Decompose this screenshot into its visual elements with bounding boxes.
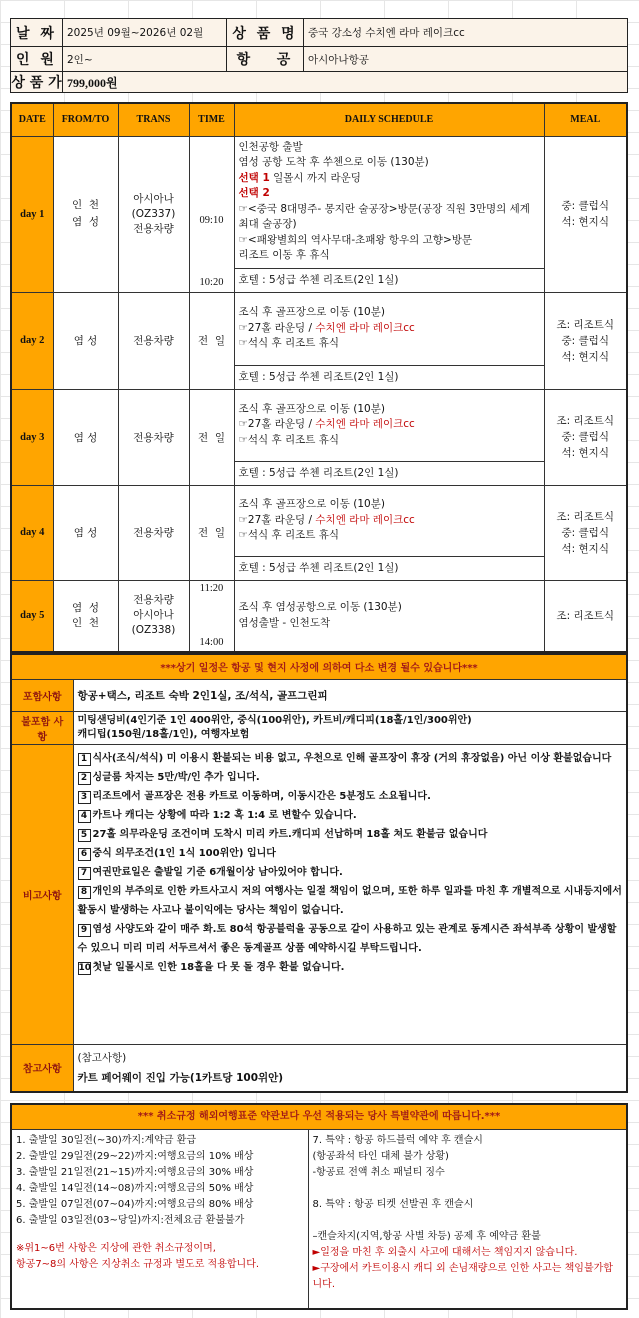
schedule-line: 조식 후 골프장으로 이동 (10분) <box>238 498 385 511</box>
trans: 전용차량 <box>118 292 189 389</box>
time: 전 일 <box>189 485 234 580</box>
cancel-rule: 4. 출발일 14일전(14~08)까지:여행요금의 50% 배상 <box>16 1182 254 1194</box>
header-meal: MEAL <box>544 103 627 136</box>
meal-line: 중: 클럽식 <box>561 334 609 347</box>
time-end: 14:00 <box>199 636 224 648</box>
trans: 전용차량 <box>118 485 189 580</box>
special-note: ►일정을 마친 후 외출시 사고에 대해서는 책임지지 않습니다. <box>312 1246 578 1258</box>
day-label: day 5 <box>11 580 53 652</box>
cancel-rule: 5. 출발일 07일전(07~04)까지:여행요금의 80% 배상 <box>16 1198 254 1210</box>
schedule-line: 염성출발 - 인천도착 <box>238 616 331 629</box>
number-box-icon: 9 <box>78 924 91 937</box>
hotel: 호텔 : 5성급 쑤첸 리조트(2인 1실) <box>234 365 544 389</box>
schedule-line: ☞<패왕별희의 역사무대-초패왕 항우의 고향>방문 <box>238 233 473 246</box>
golf-course-name: 수치엔 라마 레이크cc <box>315 321 415 334</box>
meal <box>544 136 627 292</box>
price-value: 799,000원 <box>63 72 628 93</box>
header-from-to: FROM/TO <box>53 103 118 136</box>
special-rule <box>313 1213 623 1229</box>
meal <box>544 485 627 580</box>
remark-text: 식사(조식/석식) 미 이용시 환불되는 비용 없고, 우천으로 인해 골프장이 휴장 (거의 휴장없음) 아닌 이상 환불없습니다 <box>92 752 612 764</box>
excluded-line: 캐디팁(150원/18홀/1인), 여행자보험 <box>77 728 250 740</box>
cancellation-table <box>10 1103 628 1310</box>
schedule-line: 조식 후 골프장으로 이동 (10분) <box>238 402 385 415</box>
remark-text: 중식 의무조건(1인 1식 100위안) 입니다 <box>92 847 276 859</box>
remark-item <box>78 768 623 787</box>
meal-line: 석: 현지식 <box>561 350 609 363</box>
cancellation-title: *** 취소규정 해외여행표준 약관보다 우선 적용되는 당사 특별약관에 따릅니다.*** <box>11 1104 627 1129</box>
remark-text: 여권만료일은 출발일 기준 6개월이상 남아있어야 합니다. <box>92 866 343 878</box>
date-label: 날 짜 <box>11 19 63 47</box>
remark-text: 첫날 일몰시로 인한 18홀을 다 못 돌 경우 환불 없습니다. <box>92 961 345 973</box>
schedule-line: ☞27홀 라운딩 / <box>238 321 316 334</box>
schedule-line: ☞27홀 라운딩 / <box>238 513 316 526</box>
header-daily-schedule: DAILY SCHEDULE <box>234 103 544 136</box>
remark-item <box>78 920 623 958</box>
golf-course-name: 수치엔 라마 레이크cc <box>315 513 415 526</box>
meal-line: 조: 리조트식 <box>556 318 615 331</box>
hotel: 호텔 : 5성급 쑤첸 리조트(2인 1실) <box>234 556 544 580</box>
trans-line: 아시아나 <box>133 192 174 205</box>
schedule-notice: ***상기 일정은 항공 및 현지 사정에 의하여 다소 변경 될수 있습니다*** <box>11 654 627 679</box>
excluded-text <box>73 711 627 744</box>
remark-item <box>78 844 623 863</box>
airline-value: 아시아나항공 <box>304 47 628 72</box>
hotel: 호텔 : 5성급 쑤첸 리조트(2인 1실) <box>234 268 544 292</box>
trans-line: 전용차량 <box>133 594 174 607</box>
people-label: 인 원 <box>11 47 63 72</box>
to: 인 천 <box>72 616 99 629</box>
from-to: 염 성 <box>53 389 118 485</box>
number-box-icon: 7 <box>78 867 91 880</box>
trans-line: (OZ338) <box>131 624 176 637</box>
reference-line: (참고사항) <box>77 1051 127 1064</box>
remarks-label: 비고사항 <box>11 744 73 1044</box>
schedule-detail <box>234 580 544 652</box>
meal: 조: 리조트식 <box>544 580 627 652</box>
product-info-table <box>10 18 628 93</box>
cancel-note: 항공7~8의 사항은 지상취소 규정과 별도로 적용합니다. <box>16 1258 260 1270</box>
special-rule: –캔슬차지(지역,항공 사별 차등) 공제 후 예약금 환불 <box>312 1230 541 1242</box>
meal <box>544 389 627 485</box>
from: 염 성 <box>72 601 99 614</box>
remark-item <box>78 749 623 768</box>
meal <box>544 292 627 389</box>
schedule-line: 리조트 이동 후 휴식 <box>238 249 330 261</box>
header-trans: TRANS <box>118 103 189 136</box>
time-start: 11:20 <box>199 582 224 594</box>
from-to: 염 성 <box>53 292 118 389</box>
time: 전 일 <box>189 389 234 485</box>
golf-course-name: 수치엔 라마 레이크cc <box>315 418 415 431</box>
remark-text: 염성 사양도와 같이 매주 화.토 80석 항공블럭을 공동으로 같이 사용하고 있는 관계로 동계시즌 좌석부족 상황이 발생할 수 있으니 미리 미리 서두르셔서 좋은 동계골프 상품 예약하시길 부탁드립니다. <box>77 923 617 954</box>
meal-line: 조: 리조트식 <box>556 510 615 523</box>
number-box-icon: 8 <box>78 886 91 899</box>
trans-line: 아시아나 <box>133 609 174 622</box>
from: 인 천 <box>72 199 99 211</box>
number-box-icon: 6 <box>78 848 91 861</box>
price-label: 상 품 가 <box>11 72 63 93</box>
number-box-icon: 1 <box>78 753 91 766</box>
meal-line: 중: 클럽식 <box>561 200 609 212</box>
reference-line: 카트 페어웨이 진입 가능(1카트당 100위안) <box>77 1071 284 1084</box>
remark-item <box>78 825 623 844</box>
cancel-rule: 6. 출발일 03일전(03~당일)까지:전체요금 환불불가 <box>16 1214 245 1226</box>
trans-line: (OZ337) <box>131 207 176 220</box>
trans <box>118 580 189 652</box>
header-time: TIME <box>189 103 234 136</box>
number-box-icon: 3 <box>78 791 91 804</box>
schedule-line: 조식 후 염성공항으로 이동 (130분) <box>238 601 402 614</box>
meal-line: 석: 현지식 <box>561 542 609 555</box>
schedule-line: 조식 후 골프장으로 이동 (10분) <box>238 306 385 319</box>
schedule-line: ☞<중국 8대명주- 몽지란 술공장>방문(공장 직원 3만명의 세계 최대 술공장) <box>238 202 530 230</box>
meal-line: 조: 리조트식 <box>556 415 615 427</box>
trans <box>118 136 189 292</box>
remark-text: 개인의 부주의로 인한 카트사고시 저의 여행사는 일절 책임이 없으며, 또한 하루 일과를 마친 후 개별적으로 시내등지에서 활동시 발생하는 사고나 불이익에는 당사는 책임이 없습니다. <box>77 885 622 916</box>
schedule-detail <box>234 389 544 461</box>
from-to: 염 성 <box>53 485 118 580</box>
hotel: 호텔 : 5성급 쑤첸 리조트(2인 1실) <box>234 461 544 485</box>
time-start: 09:10 <box>199 214 224 226</box>
number-box-icon: 2 <box>78 772 91 785</box>
schedule-line: ☞석식 후 리조트 휴식 <box>238 529 340 542</box>
trans: 전용차량 <box>118 389 189 485</box>
special-rule <box>313 1181 623 1197</box>
header-date: DATE <box>11 103 53 136</box>
remarks-list <box>73 744 627 1044</box>
reference-label: 참고사항 <box>11 1044 73 1092</box>
number-box-icon: 4 <box>78 810 91 823</box>
remark-item <box>78 863 623 882</box>
special-rule: (항공좌석 타인 대체 불가 상황) <box>312 1150 449 1162</box>
included-text: 항공+택스, 리조트 숙박 2인1실, 조/석식, 골프그린피 <box>73 679 627 711</box>
product-value: 중국 강소성 수치엔 라마 레이크cc <box>304 19 628 47</box>
remark-text: 카트나 캐디는 상황에 따라 1:2 혹 1:4 로 변할수 있습니다. <box>92 809 357 821</box>
cancel-rule: 3. 출발일 21일전(21~15)까지:여행요금의 30% 배상 <box>16 1166 254 1178</box>
time <box>189 580 234 652</box>
excluded-line: 미팅샌딩비(4인기준 1인 400위안, 중식(100위안), 카트비/캐디피(18홀/1인/300위안) <box>77 714 472 726</box>
meal-line: 석: 현지식 <box>561 216 609 228</box>
remark-item <box>78 787 623 806</box>
cancel-rule: 1. 출발일 30일전(~30)까지:계약금 환급 <box>16 1134 196 1146</box>
schedule-line: 염성 공항 도착 후 쑤첸으로 이동 (130분) <box>238 156 429 168</box>
meal-line: 중: 클럽식 <box>561 431 609 443</box>
product-label: 상 품 명 <box>227 19 304 47</box>
schedule-line: ☞석식 후 리조트 휴식 <box>238 433 340 446</box>
from-to <box>53 136 118 292</box>
option-2: 선택 2 <box>238 187 270 199</box>
time <box>189 136 234 292</box>
remark-item <box>78 806 623 825</box>
special-note: ►구장에서 카트이용시 캐디 외 손님재량으로 인한 사고는 책임불가합니다. <box>312 1262 613 1290</box>
day-label: day 1 <box>11 136 53 292</box>
remark-item <box>78 958 623 977</box>
schedule-detail <box>234 292 544 365</box>
excluded-label: 불포함 사항 <box>11 711 73 744</box>
schedule-line: ☞석식 후 리조트 휴식 <box>238 337 340 350</box>
date-value: 2025년 09월~2026년 02월 <box>63 19 227 47</box>
special-rule: 8. 특약 : 항공 티켓 선발권 후 캔슬시 <box>312 1198 474 1210</box>
cancel-rule: 2. 출발일 29일전(29~22)까지:여행요금의 10% 배상 <box>16 1150 254 1162</box>
number-box-icon: 10 <box>78 962 92 973</box>
day-label: day 2 <box>11 292 53 389</box>
option-1-text: 일몰시 까지 라운딩 <box>269 171 361 184</box>
reference-text <box>73 1044 627 1092</box>
day-label: day 4 <box>11 485 53 580</box>
remark-text: 리조트에서 골프장은 전용 카트로 이동하며, 이동시간은 5분정도 소요됩니다. <box>92 790 431 802</box>
remark-item <box>78 882 623 920</box>
remark-text: 27홀 의무라운딩 조건이며 도착시 미리 카트.캐디피 선납하며 18홀 쳐도 환불금 없습니다 <box>92 828 488 840</box>
to: 염 성 <box>72 216 99 228</box>
schedule-detail <box>234 485 544 556</box>
option-1: 선택 1 <box>238 171 270 184</box>
cancellation-left <box>11 1129 308 1309</box>
time: 전 일 <box>189 292 234 389</box>
schedule-line: ☞27홀 라운딩 / <box>238 418 316 431</box>
schedule-detail <box>234 136 544 268</box>
included-label: 포함사항 <box>11 679 73 711</box>
number-box-icon: 5 <box>78 829 91 842</box>
time-end: 10:20 <box>199 276 224 288</box>
schedule-line: 인천공항 출발 <box>238 140 303 153</box>
from-to <box>53 580 118 652</box>
meal-line: 석: 현지식 <box>561 447 609 459</box>
notes-table <box>10 653 628 1093</box>
day-label: day 3 <box>11 389 53 485</box>
people-value: 2인~ <box>63 47 227 72</box>
cancel-note: ※위1~6번 사항은 지상에 관한 취소규정이며, <box>16 1242 216 1254</box>
meal-line: 중: 클럽식 <box>561 526 609 539</box>
remark-text: 싱글룸 차지는 5만/박/인 추가 입니다. <box>92 771 260 783</box>
schedule-table <box>10 102 628 653</box>
special-rule: -항공료 전액 취소 패널티 징수 <box>312 1166 445 1178</box>
airline-label: 항 공 <box>227 47 304 72</box>
trans-line: 전용차량 <box>133 222 174 235</box>
cancellation-right <box>308 1129 627 1309</box>
special-rule: 7. 특약 : 항공 하드블럭 예약 후 캔슬시 <box>312 1134 483 1146</box>
